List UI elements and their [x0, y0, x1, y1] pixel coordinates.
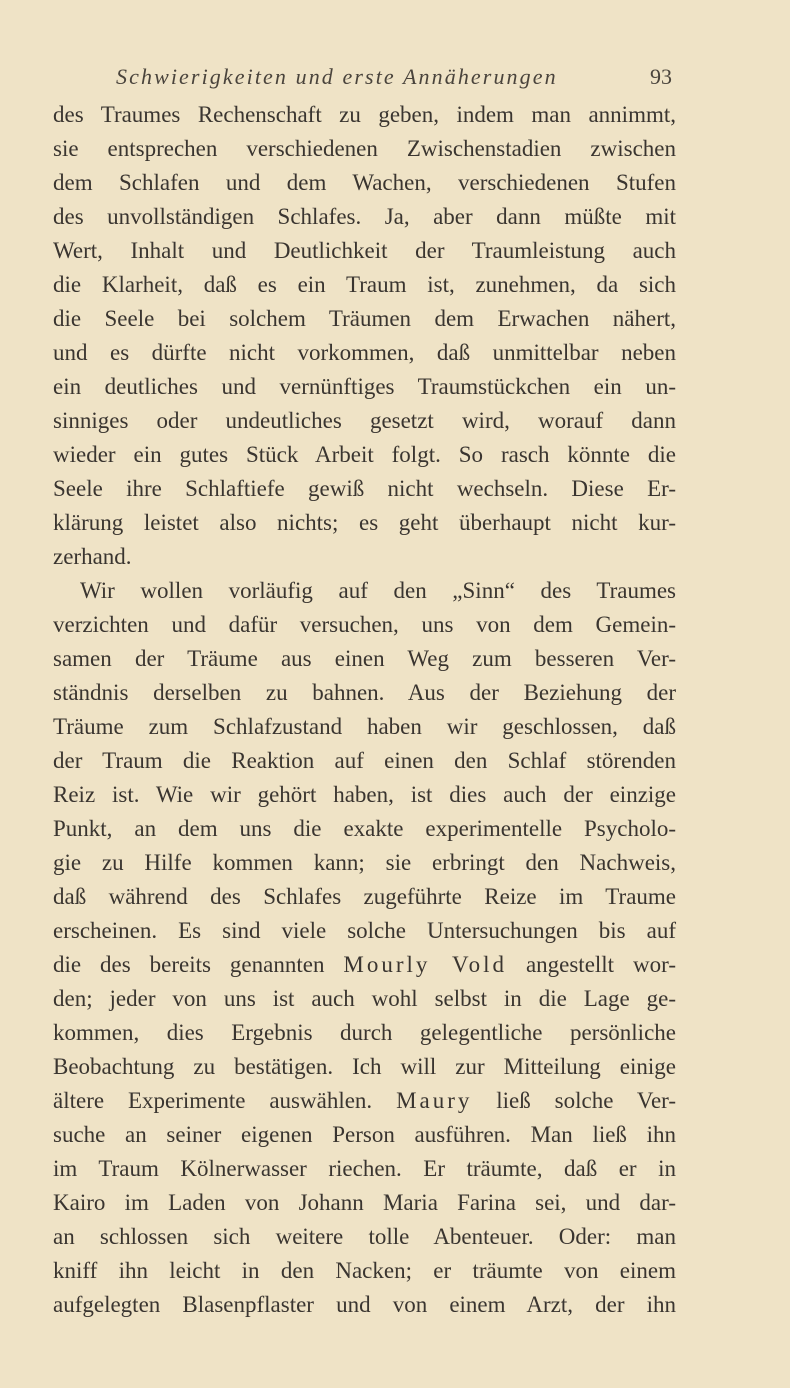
text-line: Punkt, an dem uns die exakte experimentelle Psycholo-: [53, 816, 676, 841]
text-line: Beobachtung zu bestätigen. Ich will zur Mitteilung einige: [53, 1054, 676, 1079]
text-line: suche an seiner eigenen Person ausführen. Man ließ ihn: [53, 1122, 676, 1147]
text-line: [53, 1084, 676, 1118]
text-line: und es dürfte nicht vorkommen, daß unmittelbar neben: [53, 340, 676, 365]
person-name: Mourly Vold: [343, 952, 507, 977]
text-line: Seele ihre Schlaftiefe gewiß nicht wechseln. Diese Er-: [53, 476, 676, 501]
page-header: [116, 64, 672, 94]
running-title: Schwierigkeiten und erste Annäherungen: [116, 64, 558, 89]
text-line: klärung leistet also nichts; es geht überhaupt nicht kur-: [53, 510, 676, 535]
text-line: Wert, Inhalt und Deutlichkeit der Traumleistung auch: [53, 238, 676, 263]
text-line: kommen, dies Ergebnis durch gelegentliche persönliche: [53, 1020, 676, 1045]
text-line: des unvollständigen Schlafes. Ja, aber dann müßte mit: [53, 204, 676, 229]
page-number: 93: [650, 64, 672, 89]
text-line: dem Schlafen und dem Wachen, verschiedenen Stufen: [53, 170, 676, 195]
text-line: den; jeder von uns ist auch wohl selbst in die Lage ge-: [53, 986, 676, 1011]
text-line: samen der Träume aus einen Weg zum besseren Ver-: [53, 646, 676, 671]
text-line: Kairo im Laden von Johann Maria Farina sei, und dar-: [53, 1190, 676, 1215]
text-segment: angestellt wor-: [525, 952, 676, 977]
text-line: Träume zum Schlafzustand haben wir geschlossen, daß: [53, 714, 676, 739]
text-line: verzichten und dafür versuchen, uns von dem Gemein-: [53, 612, 676, 637]
text-line: an schlossen sich weitere tolle Abenteuer. Oder: man: [53, 1224, 676, 1249]
text-segment: die des bereits genannten: [53, 952, 325, 977]
person-name: Maury: [396, 1088, 473, 1113]
paragraph-first-line: Wir wollen vorläufig auf den „Sinn“ des Traumes: [80, 578, 676, 603]
text-line: ständnis derselben zu bahnen. Aus der Beziehung der: [53, 680, 676, 705]
text-line: sinniges oder undeutliches gesetzt wird, worauf dann: [53, 408, 676, 433]
text-line: der Traum die Reaktion auf einen den Schlaf störenden: [53, 748, 676, 773]
text-line: Reiz ist. Wie wir gehört haben, ist dies auch der einzige: [53, 782, 676, 807]
text-line: ein deutliches und vernünftiges Traumstückchen ein un-: [53, 374, 676, 399]
text-line: gie zu Hilfe kommen kann; sie erbringt den Nachweis,: [53, 850, 676, 875]
text-line: wieder ein gutes Stück Arbeit folgt. So rasch könnte die: [53, 442, 676, 467]
text-line: kniff ihn leicht in den Nacken; er träumte von einem: [53, 1258, 676, 1283]
text-segment: ließ solche Ver-: [496, 1088, 677, 1113]
text-line: die Klarheit, daß es ein Traum ist, zunehmen, da sich: [53, 272, 676, 297]
text-line: aufgelegten Blasenpflaster und von einem Arzt, der ihn: [53, 1292, 676, 1317]
text-line: zerhand.: [53, 544, 132, 569]
text-segment: ältere Experimente auswählen.: [53, 1088, 373, 1113]
text-line: daß während des Schlafes zugeführte Reize im Traume: [53, 884, 676, 909]
text-line: [53, 948, 676, 982]
text-line: des Traumes Rechenschaft zu geben, indem man annimmt,: [53, 102, 676, 127]
text-line: die Seele bei solchem Träumen dem Erwachen nähert,: [53, 306, 676, 331]
text-line: im Traum Kölnerwasser riechen. Er träumte, daß er in: [53, 1156, 676, 1181]
text-line: erscheinen. Es sind viele solche Untersuchungen bis auf: [53, 918, 676, 943]
text-line: sie entsprechen verschiedenen Zwischenstadien zwischen: [53, 136, 676, 161]
